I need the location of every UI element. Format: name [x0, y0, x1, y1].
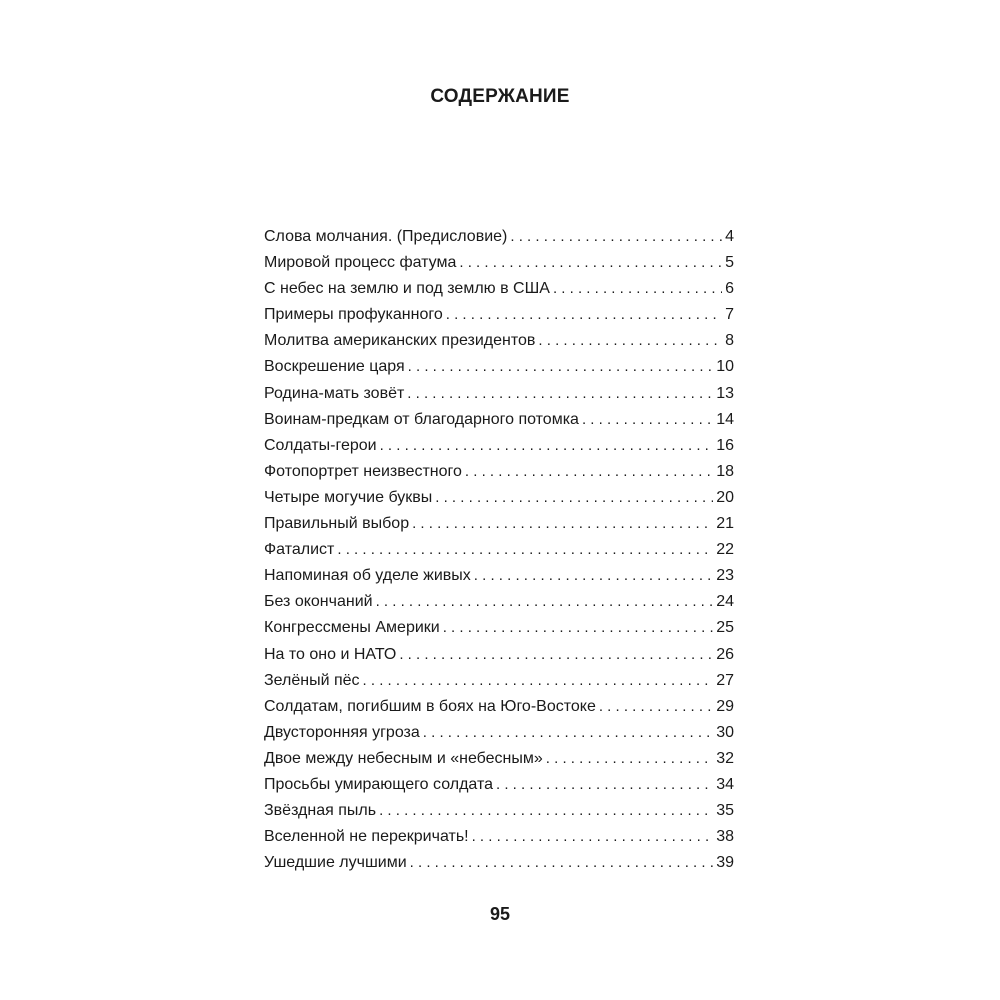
- toc-entry-page: 14: [716, 410, 734, 428]
- toc-entry-title: Правильный выбор: [264, 515, 410, 533]
- dot-leader: [510, 224, 722, 250]
- dot-leader: [582, 407, 713, 433]
- toc-entry-title: Воинам-предкам от благодарного потомка: [264, 410, 579, 428]
- toc-entry-title: Родина-мать зовёт: [264, 384, 405, 402]
- toc-entry-page: 38: [716, 828, 734, 846]
- toc-entry: [264, 694, 734, 720]
- toc-entry-page: 6: [725, 280, 734, 298]
- toc-entry: [264, 511, 734, 537]
- toc-entry: [264, 381, 734, 407]
- toc-entry-page: 30: [716, 723, 734, 741]
- toc-entry: [264, 563, 734, 589]
- dot-leader: [379, 798, 713, 824]
- toc-entry-title: Фотопортрет неизвестного: [264, 462, 462, 480]
- toc-entry-page: 18: [716, 462, 734, 480]
- toc-entry: [264, 615, 734, 641]
- toc-entry: [264, 589, 734, 615]
- toc-entry-page: 32: [716, 749, 734, 767]
- dot-leader: [496, 772, 713, 798]
- dot-leader: [363, 668, 714, 694]
- toc-entry: [264, 485, 734, 511]
- toc-entry-title: Солдатам, погибшим в боях на Юго-Востоке: [264, 697, 596, 715]
- toc-entry: [264, 276, 734, 302]
- toc-entry: [264, 407, 734, 433]
- toc-entry-page: 21: [716, 515, 734, 533]
- dot-leader: [376, 589, 714, 615]
- toc-entry: [264, 772, 734, 798]
- toc-entry-title: Примеры профуканного: [264, 306, 443, 324]
- toc-entry: [264, 642, 734, 668]
- toc-entry: [264, 746, 734, 772]
- dot-leader: [408, 354, 714, 380]
- toc-entry-page: 7: [725, 306, 734, 324]
- dot-leader: [443, 615, 713, 641]
- dot-leader: [472, 824, 714, 850]
- toc-entry-page: 5: [725, 254, 734, 272]
- toc-entry-title: Без окончаний: [264, 593, 373, 611]
- toc-entry: [264, 433, 734, 459]
- toc-entry-page: 39: [716, 854, 734, 872]
- page-number: 95: [489, 904, 511, 924]
- toc-entry-title: Просьбы умирающего солдата: [264, 775, 493, 793]
- dot-leader: [435, 485, 713, 511]
- toc-entry-title: Мировой процесс фатума: [264, 254, 457, 272]
- toc-entry-title: Солдаты-герои: [264, 436, 377, 454]
- table-of-contents: [264, 224, 734, 876]
- toc-entry-title: Напоминая об уделе живых: [264, 567, 471, 585]
- toc-entry-title: Конгрессмены Америки: [264, 619, 440, 637]
- toc-entry-title: Двое между небесным и «небесным»: [264, 749, 543, 767]
- toc-entry: [264, 720, 734, 746]
- toc-entry: [264, 824, 734, 850]
- toc-entry-page: 4: [725, 228, 734, 245]
- toc-entry: [264, 459, 734, 485]
- dot-leader: [423, 720, 713, 746]
- toc-entry-title: На то оно и НАТО: [264, 645, 397, 663]
- dot-leader: [474, 563, 713, 589]
- toc-entry: [264, 537, 734, 563]
- toc-entry-page: 29: [716, 697, 734, 715]
- toc-entry-page: 20: [716, 488, 734, 506]
- toc-entry: [264, 302, 734, 328]
- toc-entry: [264, 850, 734, 876]
- toc-entry-page: 26: [716, 645, 734, 663]
- toc-entry: [264, 668, 734, 694]
- toc-entry-page: 25: [716, 619, 734, 637]
- toc-entry-title: С небес на землю и под землю в США: [264, 280, 550, 298]
- toc-entry-title: Четыре могучие буквы: [264, 488, 433, 506]
- toc-entry: [264, 224, 734, 250]
- toc-entry: [264, 250, 734, 276]
- dot-leader: [412, 511, 713, 537]
- toc-entry-title: Двусторонняя угроза: [264, 723, 420, 741]
- toc-entry: [264, 798, 734, 824]
- toc-entry-title: Слова молчания. (Предисловие): [264, 228, 508, 245]
- toc-entry: [264, 354, 734, 380]
- toc-entry-page: 23: [716, 567, 734, 585]
- toc-entry-page: 13: [716, 384, 734, 402]
- page-title: СОДЕРЖАНИЕ: [430, 86, 570, 107]
- dot-leader: [446, 302, 722, 328]
- toc-entry-page: 24: [716, 593, 734, 611]
- dot-leader: [546, 746, 713, 772]
- toc-entry-page: 22: [716, 541, 734, 559]
- toc-entry-title: Вселенной не перекричать!: [264, 828, 469, 846]
- dot-leader: [410, 850, 714, 876]
- toc-entry-page: 27: [716, 671, 734, 689]
- toc-entry-title: Звёздная пыль: [264, 802, 377, 820]
- toc-entry-page: 34: [716, 775, 734, 793]
- toc-entry-title: Молитва американских президентов: [264, 332, 536, 350]
- toc-entry-page: 16: [716, 436, 734, 454]
- dot-leader: [553, 276, 722, 302]
- dot-leader: [399, 642, 713, 668]
- toc-entry-title: Ушедшие лучшими: [264, 854, 407, 872]
- toc-entry: [264, 328, 734, 354]
- toc-entry-page: 10: [716, 358, 734, 376]
- toc-entry-title: Воскрешение царя: [264, 358, 405, 376]
- toc-entry-title: Фаталист: [264, 541, 335, 559]
- toc-entry-page: 35: [716, 802, 734, 820]
- dot-leader: [337, 537, 713, 563]
- dot-leader: [465, 459, 713, 485]
- dot-leader: [599, 694, 713, 720]
- toc-entry-page: 8: [725, 332, 734, 350]
- dot-leader: [538, 328, 722, 354]
- dot-leader: [459, 250, 722, 276]
- toc-entry-title: Зелёный пёс: [264, 671, 360, 689]
- dot-leader: [407, 381, 713, 407]
- dot-leader: [380, 433, 714, 459]
